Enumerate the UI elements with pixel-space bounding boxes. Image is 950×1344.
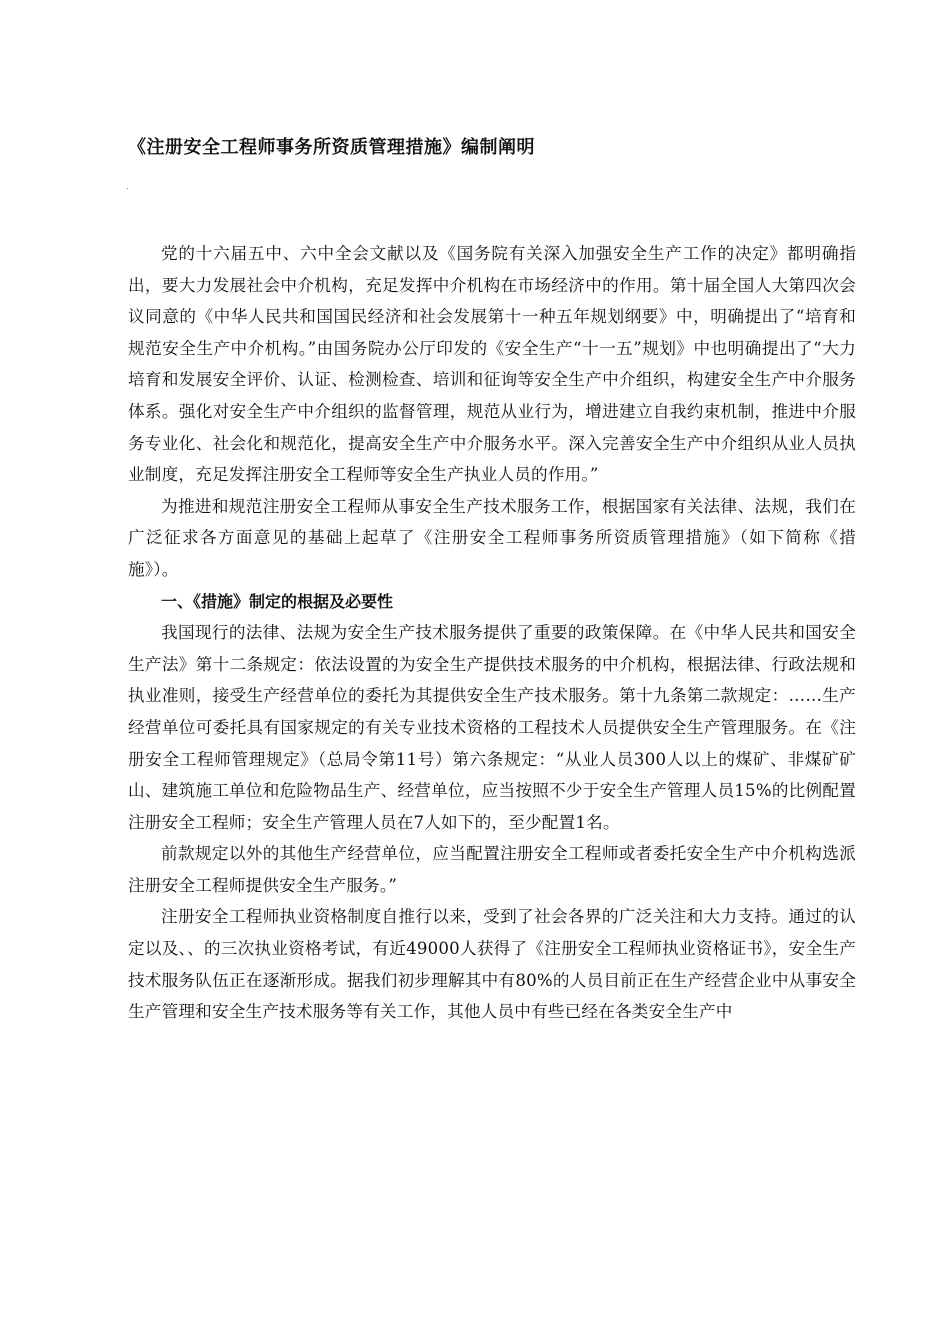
stray-mark [127,188,128,189]
paragraph-purpose: 为推进和规范注册安全工程师从事安全生产技术服务工作，根据国家有关法律、法规，我们在广泛征求各方面意见的基础上起草了《注册安全工程师事务所资质管理措施》（如下简称《措施》）。 [128,496,856,579]
paragraph-other-units: 前款规定以外的其他生产经营单位，应当配置注册安全工程师或者委托安全生产中介机构选派注册安全工程师提供安全生产服务。” [128,844,856,895]
paragraph-qualification-status: 注册安全工程师执业资格制度自推行以来，受到了社会各界的广泛关注和大力支持。通过的认定以及、、的三次执业资格考试，有近49000人获得了《注册安全工程师执业资格证书》，安全生产技术服务队伍正在逐渐形成。据我们初步理解其中有80%的人员目前正在生产经营企业中从事安全生产管理和安全生产技术服务等有关工作，其他人员中有些已经在各类安全生产中 [128,907,856,1022]
paragraph-policy-background: 党的十六届五中、六中全会文献以及《国务院有关深入加强安全生产工作的决定》都明确指出，要大力发展社会中介机构，充足发挥中介机构在市场经济中的作用。第十届全国人大第四次会议同意的《中华人民共和国国民经济和社会发展第十一种五年规划纲要》中，明确提出了“培育和规范安全生产中介机构。”由国务院办公厅印发的《安全生产“十一五”规划》中也明确提出了“大力培育和发展安全评价、认证、检测检查、培训和征询等安全生产中介组织，构建安全生产中介服务体系。强化对安全生产中介组织的监督管理，规范从业行为，增进建立自我约束机制，推进中介服务专业化、社会化和规范化，提高安全生产中介服务水平。深入完善安全生产中介组织从业人员执业制度，充足发挥注册安全工程师等安全生产执业人员的作用。” [128,244,856,485]
document-body [128,238,856,1028]
paragraph-legal-basis: 我国现行的法律、法规为安全生产技术服务提供了重要的政策保障。在《中华人民共和国安全生产法》第十二条规定：依法设置的为安全生产提供技术服务的中介机构，根据法律、行政法规和执业准则，接受生产经营单位的委托为其提供安全生产技术服务。第十九条第二款规定：……生产经营单位可委托具有国家规定的有关专业技术资格的工程技术人员提供安全生产管理服务。在《注册安全工程师管理规定》（总局令第11号）第六条规定：“从业人员300人以上的煤矿、非煤矿矿山、建筑施工单位和危险物品生产、经营单位，应当按照不少于安全生产管理人员15%的比例配置注册安全工程师；安全生产管理人员在7人如下的，至少配置1名。 [128,623,856,832]
document-title: 《注册安全工程师事务所资质管理措施》编制阐明 [128,137,535,158]
section-heading-1: 一、《措施》制定的根据及必要性 [161,591,394,611]
